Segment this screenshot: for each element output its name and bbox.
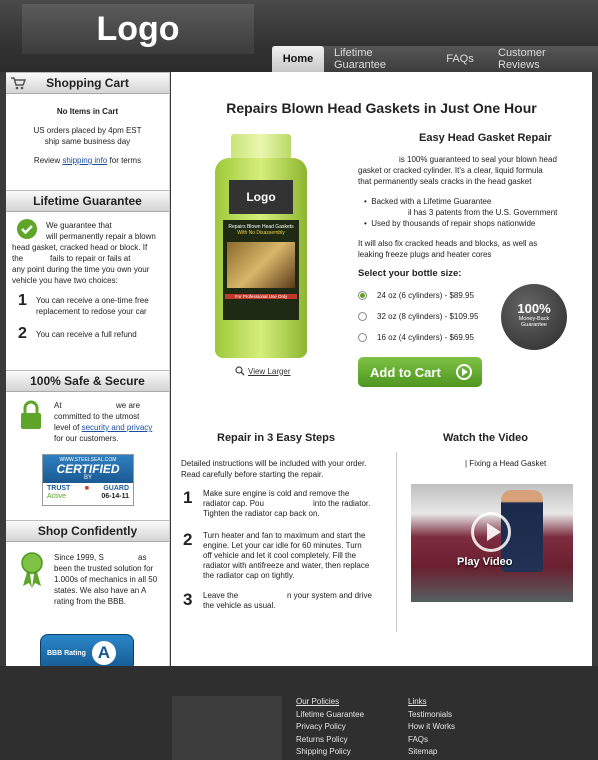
nav-customer-reviews[interactable]: Customer Reviews [498,47,546,71]
main-content [171,72,592,666]
footer-link-testimonials[interactable]: Testimonials [408,709,453,719]
step-2-line-a: Turn heater and fan to maximum and start the [203,531,366,540]
column-divider [396,452,397,632]
cert-guard: GUARD [103,485,129,492]
size-option-24oz-label[interactable]: 24 oz (6 cylinders) - $89.95 [377,291,474,300]
bottle-label [223,220,299,320]
bbb-label: BBB Rating [47,649,86,657]
cert-date-row [43,492,133,501]
steps-intro-1: Detailed instructions will be included with your order. [181,459,367,468]
trust-guard-seal[interactable] [42,454,134,506]
size-option-24oz-radio[interactable] [358,291,367,300]
footer-link-privacy-policy[interactable]: Privacy Policy [296,722,346,731]
choice-1-number: 1 [18,292,27,309]
steps-title: Repair in 3 Easy Steps [217,432,335,444]
guarantee-panel-body [6,212,169,370]
bullet-3-text: Used by thousands of repair shops nationwide [371,219,536,228]
badge-percent: 100% [517,301,551,316]
confident-line-3: 1.000s of mechanics in all 50 [54,575,158,584]
cert-active: Active [47,493,67,500]
view-larger-text: View Larger [248,366,291,376]
footer-link-how-it-works[interactable]: How it Works [408,722,455,731]
product-subtitle: Easy Head Gasket Repair [419,132,552,144]
confident-line-5: rating from the BBB. [54,597,127,606]
shipping-info-link[interactable]: shipping info [62,156,108,165]
step-1-number: 1 [183,488,193,507]
confident-line-2: been the trusted solution for [54,564,154,573]
step-1-line-b: radiator cap. Pou [203,499,264,508]
secure-line-4: for our customers. [54,434,119,443]
nav-home[interactable]: Home [272,46,324,72]
trust-guard-row [43,483,133,492]
also-line-2: leaking freeze plugs and heater cores [358,250,492,259]
step-2-line-e: the radiator cap on tightly. [203,571,295,580]
guarantee-line-6: vehicle you have two choices: [12,276,118,285]
step-1-line-b2: into the radiator. [313,499,371,508]
guarantee-line-1: We guarantee that [46,221,112,230]
bottle-label-text: Repairs Blown Head Gaskets [228,224,294,230]
video-player[interactable] [411,484,573,602]
main-nav [272,46,598,72]
choice-1-line-b: replacement to redose your car [36,307,147,316]
footer-link-faqs[interactable]: FAQs [408,734,429,744]
guarantee-line-3: head gasket, cracked head or block. If [12,243,148,252]
cert-url: WWW.STEELSEAL.COM [59,457,117,463]
guarantee-line-4b: fails to repair or fails at [50,254,131,263]
footer-link-returns-policy[interactable]: Returns Policy [296,734,348,744]
page-title: Repairs Blown Head Gaskets in Just One Hour [226,100,537,116]
site-logo[interactable]: Logo [22,4,254,54]
cert-date: 06-14-11 [101,493,129,500]
shopping-cart-icon[interactable] [10,76,26,90]
engine-image [227,242,295,288]
secure-line-1b: we are [116,401,141,410]
footer-policies-column [296,696,364,759]
bbb-grade: A [92,641,116,665]
nav-lifetime-guarantee[interactable]: Lifetime Guarantee [334,47,386,71]
desc-line-3: that permanently seals cracks in the head gasket [358,177,532,186]
play-button-icon[interactable] [471,512,511,552]
footer-links-title[interactable]: Links [408,697,427,706]
bullet-1-text: Backed with a Lifetime Guarantee [371,197,492,206]
security-privacy-link[interactable]: security and privacy [81,423,153,432]
confident-panel-header [6,520,169,542]
confident-line-1b: as [138,553,147,562]
bullet-2-text: il has 3 patents from the U.S. Government [408,208,558,217]
video-title: Watch the Video [443,432,528,444]
nav-faqs[interactable]: FAQs [446,53,474,65]
money-back-badge [501,284,567,350]
size-option-16oz-radio[interactable] [358,333,367,342]
site-header [0,0,598,72]
step-1-line-a: Make sure engine is cold and remove the [203,489,350,498]
bullet-3: • Used by thousands of repair shops nationwide [364,219,536,228]
step-2-line-c: off vehicle and let it cool completely. Fill the [203,551,357,560]
guarantee-line-4: the [12,254,24,263]
bottle-sub-text: With No Disassembly [237,230,285,236]
bottle-logo: Logo [229,180,293,214]
review-suffix: for terms [107,156,142,165]
magnifier-icon [235,366,245,376]
select-size-title: Select your bottle size: [358,268,462,279]
cart-panel-header [6,72,169,94]
step-2-line-d: radiator with antifreeze and water, then replace [203,561,370,570]
play-arrow-icon [456,364,472,380]
guarantee-panel-title: Lifetime Guarantee [33,194,142,208]
secure-line-3 [54,422,152,433]
step-2-line-b: engine. Let your car idle for 60 minutes. Turn [203,541,362,550]
confident-panel-body [6,542,169,682]
step-3-line-a2: n your system and drive [287,591,372,600]
cert-trust: TRUST [47,485,71,492]
confident-panel-title: Shop Confidently [37,524,138,538]
step-3-line-a: Leave the [203,591,239,600]
also-line-1: It will also fix cracked heads and blocks, as well as [358,239,538,248]
footer-link-shipping-policy[interactable]: Shipping Policy [296,747,351,756]
cart-panel-body [6,94,169,190]
secure-panel-body [6,392,169,520]
shipping-sameday-text: ship same business day [44,137,131,146]
step-2-number: 2 [183,530,193,549]
certified-banner [43,455,133,483]
site-footer [0,666,598,760]
choice-2-number: 2 [18,325,27,342]
badge-line-2: Guarantee [521,322,547,328]
add-to-cart-label: Add to Cart [370,364,441,380]
badge-line-1: Money-Back [518,316,550,322]
add-to-cart-button[interactable] [358,357,482,387]
cert-certified: CERTIFIED [56,462,120,476]
confident-line-4: states. We also have an A [54,586,147,595]
cert-by: BY [83,475,92,481]
secure-line-2: committed to the utmost [54,412,140,421]
bullet-1: • Backed with a Lifetime Guarantee [364,197,492,206]
choice-1-line-a: You can receive a one-time free [36,296,149,305]
review-prefix: Review [33,156,63,165]
sidebar [6,72,170,666]
footer-link-lifetime-guarantee[interactable]: Lifetime Guarantee [296,709,365,719]
size-option-32oz-label[interactable]: 32 oz (8 cylinders) - $109.95 [377,312,479,321]
secure-line-3-prefix: level of [54,423,82,432]
shield-icon: ■ [84,485,89,492]
padlock-icon [20,400,42,430]
secure-panel-title: 100% Safe & Secure [30,374,145,388]
step-3-line-b: the vehicle as usual. [203,601,276,610]
cart-panel-title: Shopping Cart [46,76,129,90]
step-3-number: 3 [183,590,193,609]
bottle-pro-text: For Professional Use Only [225,294,297,299]
guarantee-line-5: any point during the time you own your [12,265,150,274]
desc-line-1: is 100% guaranteed to seal your blown head [399,155,557,164]
guarantee-line-2: will permanently repair a blown [46,232,156,241]
cart-empty-text: No Items in Cart [56,107,119,116]
play-video-label[interactable]: Play Video [457,556,513,568]
footer-policies-title[interactable]: Our Policies [296,697,340,706]
confident-line-1: Since 1999, S [54,553,104,562]
view-larger-link[interactable] [235,366,291,376]
video-caption: | Fixing a Head Gasket [465,459,547,468]
secure-line-1: At [54,401,62,410]
footer-links-column [408,696,455,759]
checkmark-icon [16,218,38,240]
desc-line-2: gasket or cracked cylinder. It's a clear, liquid formula [358,166,543,175]
footer-logo-area [172,696,282,760]
size-option-32oz-radio[interactable] [358,312,367,321]
steps-intro-2: Read carefully before starting the repair. [181,470,324,479]
step-1-line-c: Tighten the radiator cap back on. [203,509,320,518]
footer-link-sitemap[interactable]: Sitemap [408,747,438,756]
size-option-16oz-label[interactable]: 16 oz (4 cylinders) - $69.95 [377,333,474,342]
choice-2-text: You can receive a full refund [36,330,137,339]
shipping-cutoff-text: US orders placed by 4pm EST [33,126,142,135]
guarantee-panel-header [6,190,169,212]
review-shipping-text [10,155,165,166]
award-ribbon-icon [20,552,44,588]
secure-panel-header [6,370,169,392]
